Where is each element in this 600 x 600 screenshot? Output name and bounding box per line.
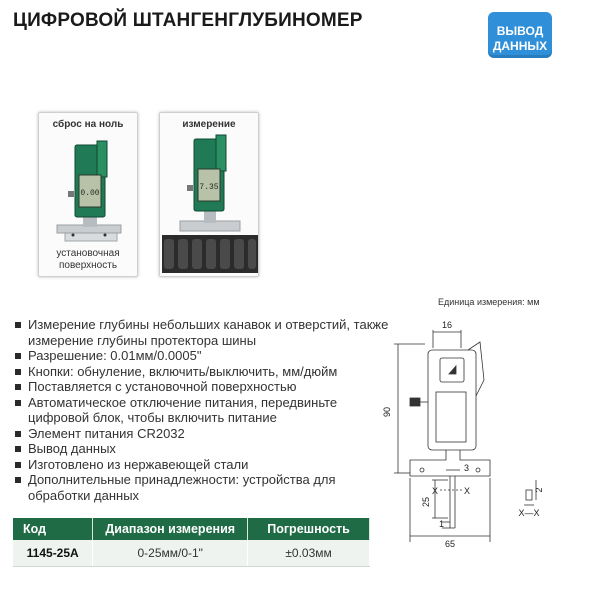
technical-drawing <box>380 300 595 550</box>
tire-measurement-illustration <box>160 113 260 278</box>
header-range: Диапазон измерения <box>93 518 248 540</box>
subcaption-line-1: установочная <box>56 248 120 259</box>
data-output-badge <box>488 12 552 58</box>
badge-line-1: ВЫВОД <box>496 24 544 38</box>
feature-list <box>14 317 394 503</box>
feature-item: Элемент питания CR2032 <box>14 426 394 442</box>
cell-code: 1145-25A <box>13 540 93 566</box>
dim-65: 65 <box>444 539 456 549</box>
page-title: ЦИФРОВОЙ ШТАНГЕНГЛУБИНОМЕР <box>13 10 363 31</box>
cell-range: 0-25мм/0-1" <box>93 540 248 566</box>
feature-item: Поставляется с установочной поверхностью <box>14 379 394 395</box>
photo-subcaption <box>39 248 137 272</box>
dim-2: 2 <box>534 487 544 493</box>
unit-note: Единица измерения: мм <box>438 297 540 307</box>
photo-measurement <box>159 112 259 277</box>
badge-line-2: ДАННЫХ <box>492 39 548 53</box>
dim-25: 25 <box>421 496 431 508</box>
dim-1: 1 <box>439 519 445 529</box>
feature-item: Вывод данных <box>14 441 394 457</box>
photo-caption: измерение <box>182 119 236 130</box>
photo-caption: сброс на ноль <box>52 119 124 130</box>
dim-x-right: X <box>464 486 471 496</box>
feature-item: Разрешение: 0.01мм/0.0005" <box>14 348 394 364</box>
photo-zero-reset <box>38 112 138 277</box>
feature-item: Автоматическое отключение питания, передвиньте цифровой блок, чтобы включить питание <box>14 395 394 426</box>
dim-height: 90 <box>382 406 392 418</box>
feature-item: Кнопки: обнуление, включить/выключить, мм/дюйм <box>14 364 394 380</box>
feature-item: Измерение глубины небольших канавок и отверстий, также измерение глубины протектора шины <box>14 317 394 348</box>
header-accuracy: Погрешность <box>248 518 370 540</box>
table-row <box>13 540 370 566</box>
display-reading: 0.00 <box>80 189 100 198</box>
section-label: X—X <box>518 508 540 518</box>
feature-item: Изготовлено из нержавеющей стали <box>14 457 394 473</box>
spec-table <box>13 518 370 567</box>
feature-item: Дополнительные принадлежности: устройства для обработки данных <box>14 472 394 503</box>
dim-x-left: X <box>431 486 438 496</box>
subcaption-line-2: поверхность <box>58 260 118 271</box>
header-code: Код <box>13 518 93 540</box>
cell-accuracy: ±0.03мм <box>248 540 370 566</box>
dim-top: 16 <box>441 320 453 330</box>
dim-3: 3 <box>464 463 470 473</box>
display-reading: 7.35 <box>199 183 219 192</box>
